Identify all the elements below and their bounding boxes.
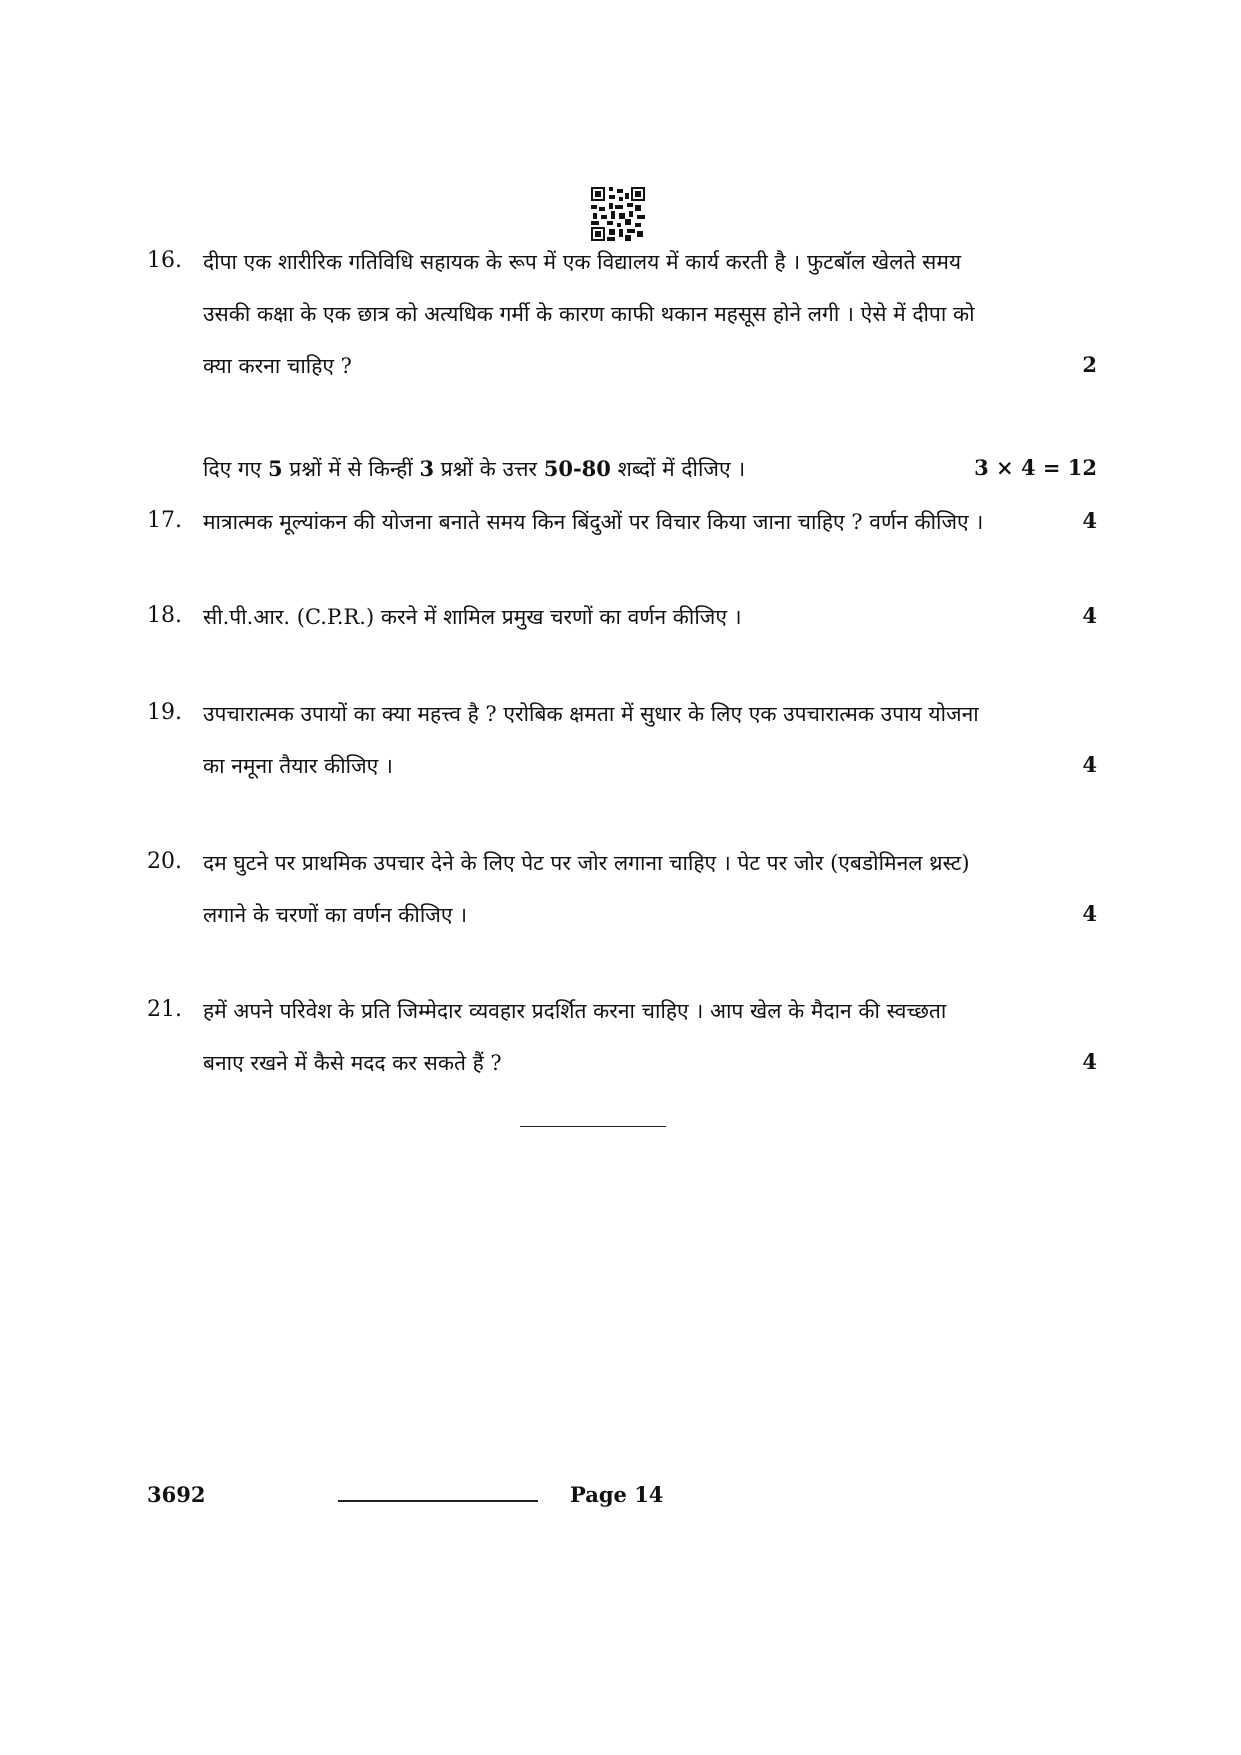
question-number: 17. <box>147 508 182 533</box>
footer-divider <box>338 1500 538 1502</box>
marks: 4 <box>1082 752 1097 777</box>
question-text-line: उसकी कक्षा के एक छात्र को अत्यधिक गर्मी के कारण काफी थकान महसूस होने लगी । ऐसे में दीपा को <box>203 302 975 326</box>
question-number: 19. <box>147 700 182 725</box>
section-instruction: दिए गए 5 प्रश्नों में से किन्हीं 3 प्रश्नों के उत्तर 50-80 शब्दों में दीजिए । <box>203 456 746 481</box>
question-text-line: उपचारात्मक उपायों का क्या महत्त्व है ? एरोबिक क्षमता में सुधार के लिए एक उपचारात्मक उपाय योजना <box>203 702 979 726</box>
marks: 2 <box>1082 352 1097 377</box>
end-divider <box>520 1126 666 1127</box>
marks: 4 <box>1082 508 1097 533</box>
question-text-line: क्या करना चाहिए ? <box>203 354 352 378</box>
question-number: 21. <box>147 997 182 1022</box>
question-number: 20. <box>147 849 182 874</box>
paper-code: 3692 <box>147 1482 206 1507</box>
page-number: Page 14 <box>570 1482 664 1507</box>
question-number: 16. <box>147 248 182 273</box>
marks: 4 <box>1082 603 1097 628</box>
question-text-line: सी.पी.आर. (C.P.R.) करने में शामिल प्रमुख चरणों का वर्णन कीजिए । <box>203 605 742 629</box>
question-number: 18. <box>147 603 182 628</box>
question-text-line: मात्रात्मक मूल्यांकन की योजना बनाते समय किन बिंदुओं पर विचार किया जाना चाहिए ? वर्णन कीजिए । <box>203 510 984 534</box>
marks: 4 <box>1082 901 1097 926</box>
question-text-line: दीपा एक शारीरिक गतिविधि सहायक के रूप में एक विद्यालय में कार्य करती है । फुटबॉल खेलते समय <box>203 250 962 274</box>
question-text-line: लगाने के चरणों का वर्णन कीजिए । <box>203 903 468 927</box>
question-text-line: का नमूना तैयार कीजिए । <box>203 754 393 778</box>
question-text-line: दम घुटने पर प्राथमिक उपचार देने के लिए पेट पर जोर लगाना चाहिए । पेट पर जोर (एबडोमिनल थ्रस्ट) <box>203 851 970 875</box>
question-text-line: हमें अपने परिवेश के प्रति जिम्मेदार व्यवहार प्रदर्शित करना चाहिए । आप खेल के मैदान की स्वच्छता <box>203 999 947 1023</box>
marks: 4 <box>1082 1049 1097 1074</box>
qr-code-icon <box>591 187 645 241</box>
question-text-line: बनाए रखने में कैसे मदद कर सकते हैं ? <box>203 1051 502 1075</box>
section-marks: 3 × 4 = 12 <box>974 455 1097 480</box>
